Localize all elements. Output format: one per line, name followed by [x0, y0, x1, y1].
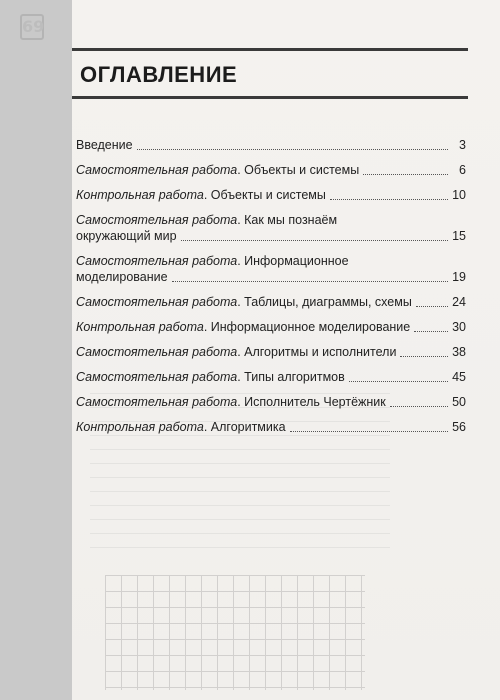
toc-entry[interactable] [76, 419, 466, 435]
toc-leader-dots [172, 281, 448, 282]
toc-page-number: 50 [452, 395, 466, 409]
toc-page-number: 56 [452, 420, 466, 434]
title-rule [72, 96, 468, 99]
toc-entry-text: Контрольная работа. Информационное моделирование [76, 320, 411, 334]
toc-entry-kind: Самостоятельная работа [76, 254, 238, 268]
toc-entry[interactable] [76, 394, 466, 410]
toc-entry[interactable] [76, 344, 466, 360]
toc-entry-kind: Контрольная работа [76, 420, 204, 434]
toc-entry-text: Самостоятельная работа. Информационное [76, 254, 349, 268]
toc-entry-text: Самостоятельная работа. Таблицы, диаграммы, схемы [76, 295, 412, 309]
toc-leader-dots [414, 331, 448, 332]
toc-entry-kind: Контрольная работа [76, 188, 204, 202]
toc-leader-dots [400, 356, 448, 357]
toc-entry-text: Контрольная работа. Объекты и системы [76, 188, 326, 202]
toc-page-number: 24 [452, 295, 466, 309]
toc-leader-dots [416, 306, 448, 307]
page-number-tab: 69 [20, 14, 44, 40]
toc-entry-kind: Самостоятельная работа [76, 295, 238, 309]
toc-entry-kind: Контрольная работа [76, 320, 204, 334]
toc-page-number: 6 [459, 163, 466, 177]
toc-entry-text: моделирование [76, 270, 168, 284]
toc-entry-text: Контрольная работа. Алгоритмика [76, 420, 286, 434]
toc-page-number: 38 [452, 345, 466, 359]
toc-page-number: 45 [452, 370, 466, 384]
top-rule [72, 48, 468, 51]
toc-page-number: 19 [452, 270, 466, 284]
toc-entry-text: Введение [76, 138, 133, 152]
toc-page-number: 30 [452, 320, 466, 334]
toc-entry-text: Самостоятельная работа. Алгоритмы и исполнители [76, 345, 397, 359]
toc-leader-dots [363, 174, 448, 175]
toc-entry[interactable] [76, 319, 466, 335]
toc-entry[interactable] [76, 294, 466, 310]
toc-leader-dots [290, 431, 448, 432]
toc-page-number: 15 [452, 229, 466, 243]
toc-entry[interactable] [76, 137, 466, 153]
page-title: ОГЛАВЛЕНИЕ [80, 62, 238, 87]
toc-entry-kind: Самостоятельная работа [76, 370, 238, 384]
toc-entry-text: окружающий мир [76, 229, 177, 243]
toc-entry-kind: Самостоятельная работа [76, 345, 238, 359]
toc-leader-dots [330, 199, 448, 200]
toc-leader-dots [390, 406, 448, 407]
toc-entry[interactable] [76, 162, 466, 178]
toc-page-number: 10 [452, 188, 466, 202]
toc-entry-text: Самостоятельная работа. Как мы познаём [76, 213, 338, 227]
toc-leader-dots [137, 149, 448, 150]
toc-leader-dots [181, 240, 448, 241]
toc-leader-dots [349, 381, 448, 382]
toc-entry-kind: Самостоятельная работа [76, 213, 238, 227]
bleed-through-grid [105, 575, 365, 690]
toc-entry-text: Самостоятельная работа. Исполнитель Чертёжник [76, 395, 386, 409]
toc-page-number: 3 [459, 138, 466, 152]
toc-entry-text: Самостоятельная работа. Типы алгоритмов [76, 370, 345, 384]
toc-entry-kind: Самостоятельная работа [76, 395, 238, 409]
toc-entry-kind: Самостоятельная работа [76, 163, 238, 177]
toc-entry[interactable] [76, 253, 466, 285]
toc-entry[interactable] [76, 212, 466, 244]
toc-entry-text: Самостоятельная работа. Объекты и системы [76, 163, 360, 177]
page-sidebar [0, 0, 72, 700]
toc-entry[interactable] [76, 187, 466, 203]
toc-entry[interactable] [76, 369, 466, 385]
table-of-contents [76, 137, 466, 444]
